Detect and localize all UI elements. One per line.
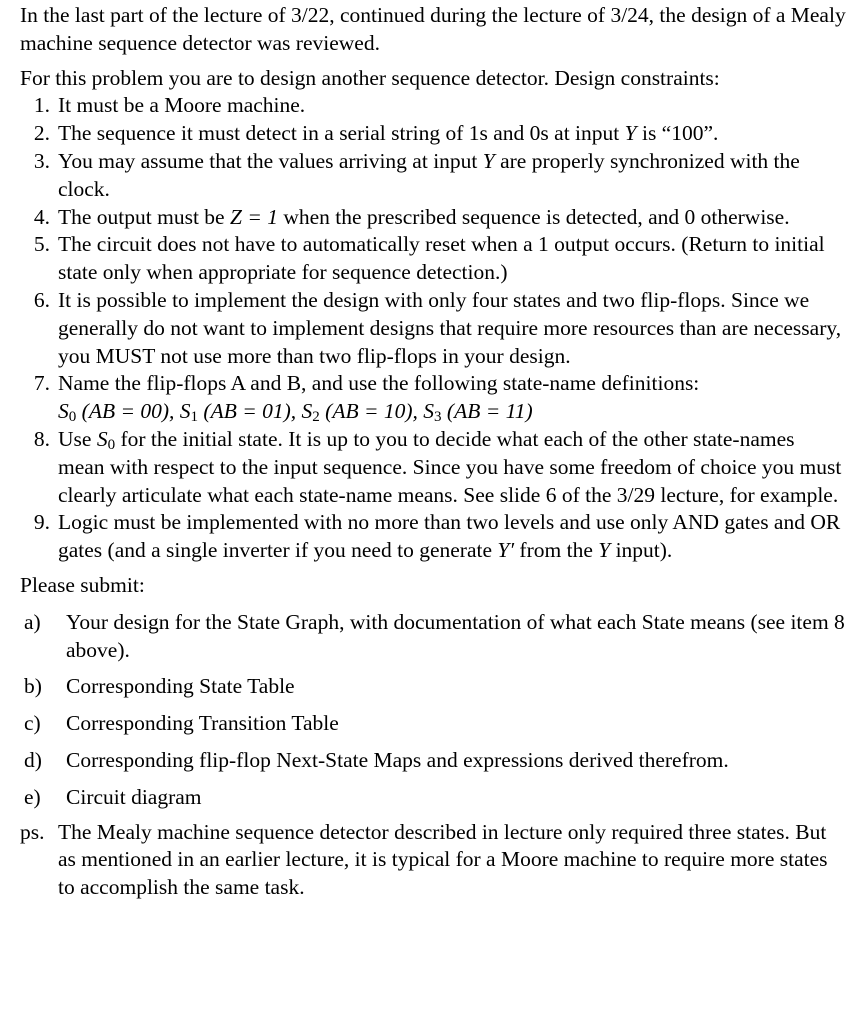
part-text: Corresponding State Table <box>66 674 295 699</box>
equation-z: Z = 1 <box>229 204 278 229</box>
submit-heading: Please submit: <box>20 572 145 597</box>
part-label: e) <box>24 784 41 809</box>
item-number: 1. <box>33 93 50 118</box>
list-item <box>20 204 846 232</box>
ps-text: The Mealy machine sequence detector described in lecture only required three states. But as mentioned in an earlier lecture, it is typical for a Moore machine to require more states to accomplish the same task. <box>58 819 828 900</box>
item-number: 9. <box>33 510 50 535</box>
part-text: Your design for the State Graph, with documentation of what each State means (see item 8 above). <box>66 609 845 662</box>
list-item <box>20 673 846 701</box>
variable-y: Y <box>624 121 637 146</box>
postscript <box>20 819 846 902</box>
item-text: You may assume that the values arriving at input Y are properly synchronized with the clock. <box>58 148 800 201</box>
item-number: 6. <box>33 287 50 312</box>
state-definitions: $S_0$ (AB = 00), $S_1$ (AB = 01), $S_2$ (AB = 10), $S_3$ (AB = 11) <box>58 399 533 426</box>
list-item <box>20 747 846 775</box>
item-text: The sequence it must detect in a serial string of 1s and 0s at input Y is “100”. <box>58 121 719 146</box>
item-text: Name the flip-flops A and B, and use the following state-name definitions: $S_0$ (AB = 00), $S_1$ (AB = 01), $S_2$ (AB = 10), $S_3$ (AB = 11) <box>58 371 700 426</box>
item-number: 2. <box>33 121 50 146</box>
item-number: 4. <box>33 204 50 229</box>
list-item <box>20 609 846 665</box>
list-item <box>20 509 846 565</box>
variable-y: Y <box>598 538 611 563</box>
part-label: d) <box>24 747 42 772</box>
list-item <box>20 92 846 120</box>
problem-lead: For this problem you are to design another sequence detector. Design constraints: <box>20 65 720 90</box>
part-label: a) <box>24 609 41 634</box>
list-item <box>20 710 846 738</box>
variable-y-prime: Y′ <box>497 538 515 563</box>
list-item <box>20 287 846 370</box>
part-label: b) <box>24 674 42 699</box>
item-number: 8. <box>33 426 50 451</box>
item-number: 7. <box>33 371 50 396</box>
state-s0: S <box>96 426 108 451</box>
part-text: Circuit diagram <box>66 784 202 809</box>
item-text: Use $S_0$ for the initial state. It is up to you to decide what each of the other state-names mean with respect to the input sequence. Since you have some freedom of choice you must clearly articulate what each state-name means. See slide 6 of the 3/29 lecture, for example. <box>58 426 842 507</box>
item-text: It is possible to implement the design with only four states and two flip-flops. Since we generally do not want to implement designs that require more resources than are necessary, you MUST not use more than two flip-flops in your design. <box>58 287 842 368</box>
intro-paragraph: In the last part of the lecture of 3/22, continued during the lecture of 3/24, the design of a Mealy machine sequence detector was reviewed. <box>20 3 846 55</box>
part-text: Corresponding Transition Table <box>66 711 339 736</box>
variable-y: Y <box>482 148 495 173</box>
part-label: c) <box>24 711 41 736</box>
list-item <box>20 148 846 204</box>
ps-label: ps. <box>20 819 45 844</box>
list-item <box>20 784 846 812</box>
list-item <box>20 120 846 148</box>
item-text: It must be a Moore machine. <box>58 93 306 118</box>
submission-list <box>20 609 846 812</box>
item-text: The output must be Z = 1 when the prescribed sequence is detected, and 0 otherwise. <box>58 204 790 229</box>
part-text: Corresponding flip-flop Next-State Maps and expressions derived therefrom. <box>66 747 729 772</box>
item-number: 5. <box>33 232 50 257</box>
document-page <box>20 0 846 902</box>
list-item <box>20 426 846 509</box>
list-item <box>20 370 846 426</box>
constraints-list <box>20 92 846 565</box>
item-text: Logic must be implemented with no more than two levels and use only AND gates and OR gates (and a single inverter if you need to generate Y′ from the Y input). <box>58 510 841 563</box>
item-number: 3. <box>33 148 50 173</box>
list-item <box>20 231 846 287</box>
item-text: The circuit does not have to automatically reset when a 1 output occurs. (Return to initial state only when appropriate for sequence detection.) <box>58 232 825 285</box>
